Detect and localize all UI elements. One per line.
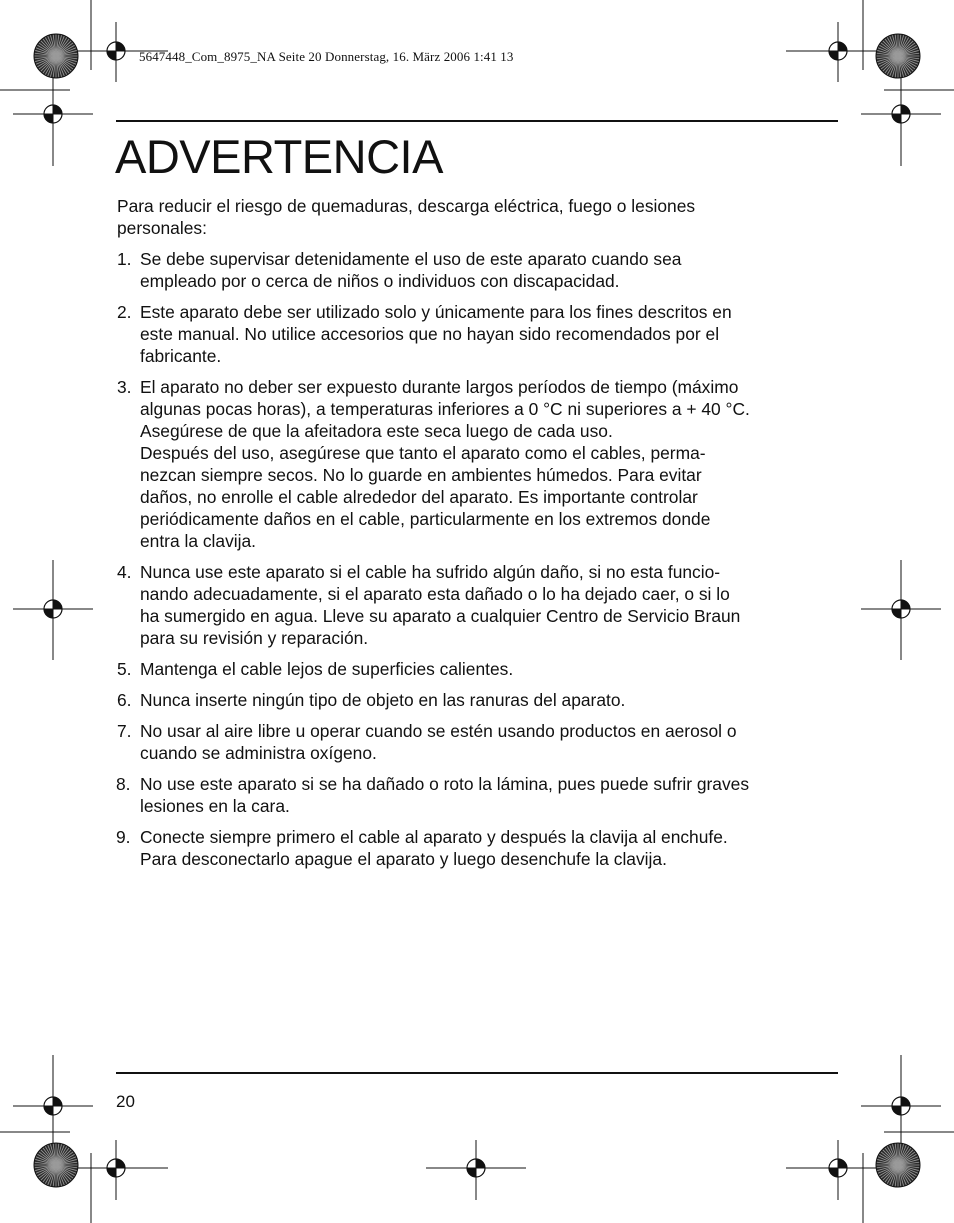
item-line: periódicamente daños en el cable, particularmente en los extremos donde	[140, 509, 711, 529]
item-line: No usar al aire libre u operar cuando se estén usando productos en aerosol o	[140, 721, 737, 741]
warning-list	[117, 248, 839, 870]
item-line: este manual. No utilice accesorios que no hayan sido recomendados por el	[140, 324, 720, 344]
item-line: daños, no enrolle el cable alrededor del aparato. Es importante controlar	[140, 487, 698, 507]
item-line: empleado por o cerca de niños o individuos con discapacidad.	[140, 271, 620, 291]
page-number: 20	[116, 1092, 135, 1111]
warning-item	[117, 301, 839, 367]
item-line: nando adecuadamente, si el aparato esta dañado o lo ha dejado caer, o si lo	[140, 584, 730, 604]
print-slug: 5647448_Com_8975_NA Seite 20 Donnerstag, 16. März 2006 1:41 13	[139, 49, 514, 64]
item-number: 9.	[116, 827, 131, 847]
bottom-rule	[116, 1072, 838, 1074]
warning-item	[117, 689, 839, 711]
item-line: lesiones en la cara.	[140, 796, 290, 816]
item-number: 4.	[117, 562, 132, 582]
item-number: 7.	[117, 721, 132, 741]
item-line: Mantenga el cable lejos de superficies calientes.	[140, 659, 514, 679]
warning-item	[117, 376, 839, 552]
intro-paragraph	[117, 195, 839, 239]
item-line: entra la clavija.	[140, 531, 256, 551]
warning-item	[117, 561, 839, 649]
item-line: Nunca use este aparato si el cable ha sufrido algún daño, si no esta funcio-	[140, 562, 721, 582]
warning-item	[117, 658, 839, 680]
item-number: 2.	[117, 302, 132, 322]
item-line: Se debe supervisar detenidamente el uso de este aparato cuando sea	[140, 249, 682, 269]
intro-line: Para reducir el riesgo de quemaduras, descarga eléctrica, fuego o lesiones	[117, 196, 696, 216]
item-line: fabricante.	[140, 346, 222, 366]
item-line: ha sumergido en agua. Lleve su aparato a cualquier Centro de Servicio Braun	[140, 606, 741, 626]
item-line: cuando se administra oxígeno.	[140, 743, 377, 763]
item-number: 1.	[117, 249, 132, 269]
page-title: ADVERTENCIA	[115, 130, 443, 183]
warning-item	[117, 826, 839, 870]
item-line: El aparato no deber ser expuesto durante largos períodos de tiempo (máximo	[140, 377, 739, 397]
item-number: 8.	[116, 774, 131, 794]
warning-item	[117, 773, 839, 817]
item-number: 3.	[117, 377, 132, 397]
item-line: para su revisión y reparación.	[140, 628, 369, 648]
top-rule	[116, 120, 838, 122]
item-line: algunas pocas horas), a temperaturas inferiores a 0 °C ni superiores a + 40 °C.	[140, 399, 750, 419]
item-line: No use este aparato si se ha dañado o roto la lámina, pues puede sufrir graves	[140, 774, 750, 794]
intro-line: personales:	[117, 218, 207, 238]
item-line: Para desconectarlo apague el aparato y luego desenchufe la clavija.	[140, 849, 667, 869]
warning-content	[117, 195, 839, 879]
warning-item	[117, 248, 839, 292]
item-line: Nunca inserte ningún tipo de objeto en las ranuras del aparato.	[140, 690, 626, 710]
item-line: Este aparato debe ser utilizado solo y únicamente para los fines descritos en	[140, 302, 732, 322]
item-line: Asegúrese de que la afeitadora este seca luego de cada uso.	[140, 421, 613, 441]
item-number: 5.	[117, 659, 132, 679]
item-line: Después del uso, asegúrese que tanto el aparato como el cables, perma-	[140, 443, 706, 463]
item-number: 6.	[117, 690, 132, 710]
item-line: Conecte siempre primero el cable al aparato y después la clavija al enchufe.	[140, 827, 728, 847]
warning-item	[117, 720, 839, 764]
item-line: nezcan siempre secos. No lo guarde en ambientes húmedos. Para evitar	[140, 465, 702, 485]
